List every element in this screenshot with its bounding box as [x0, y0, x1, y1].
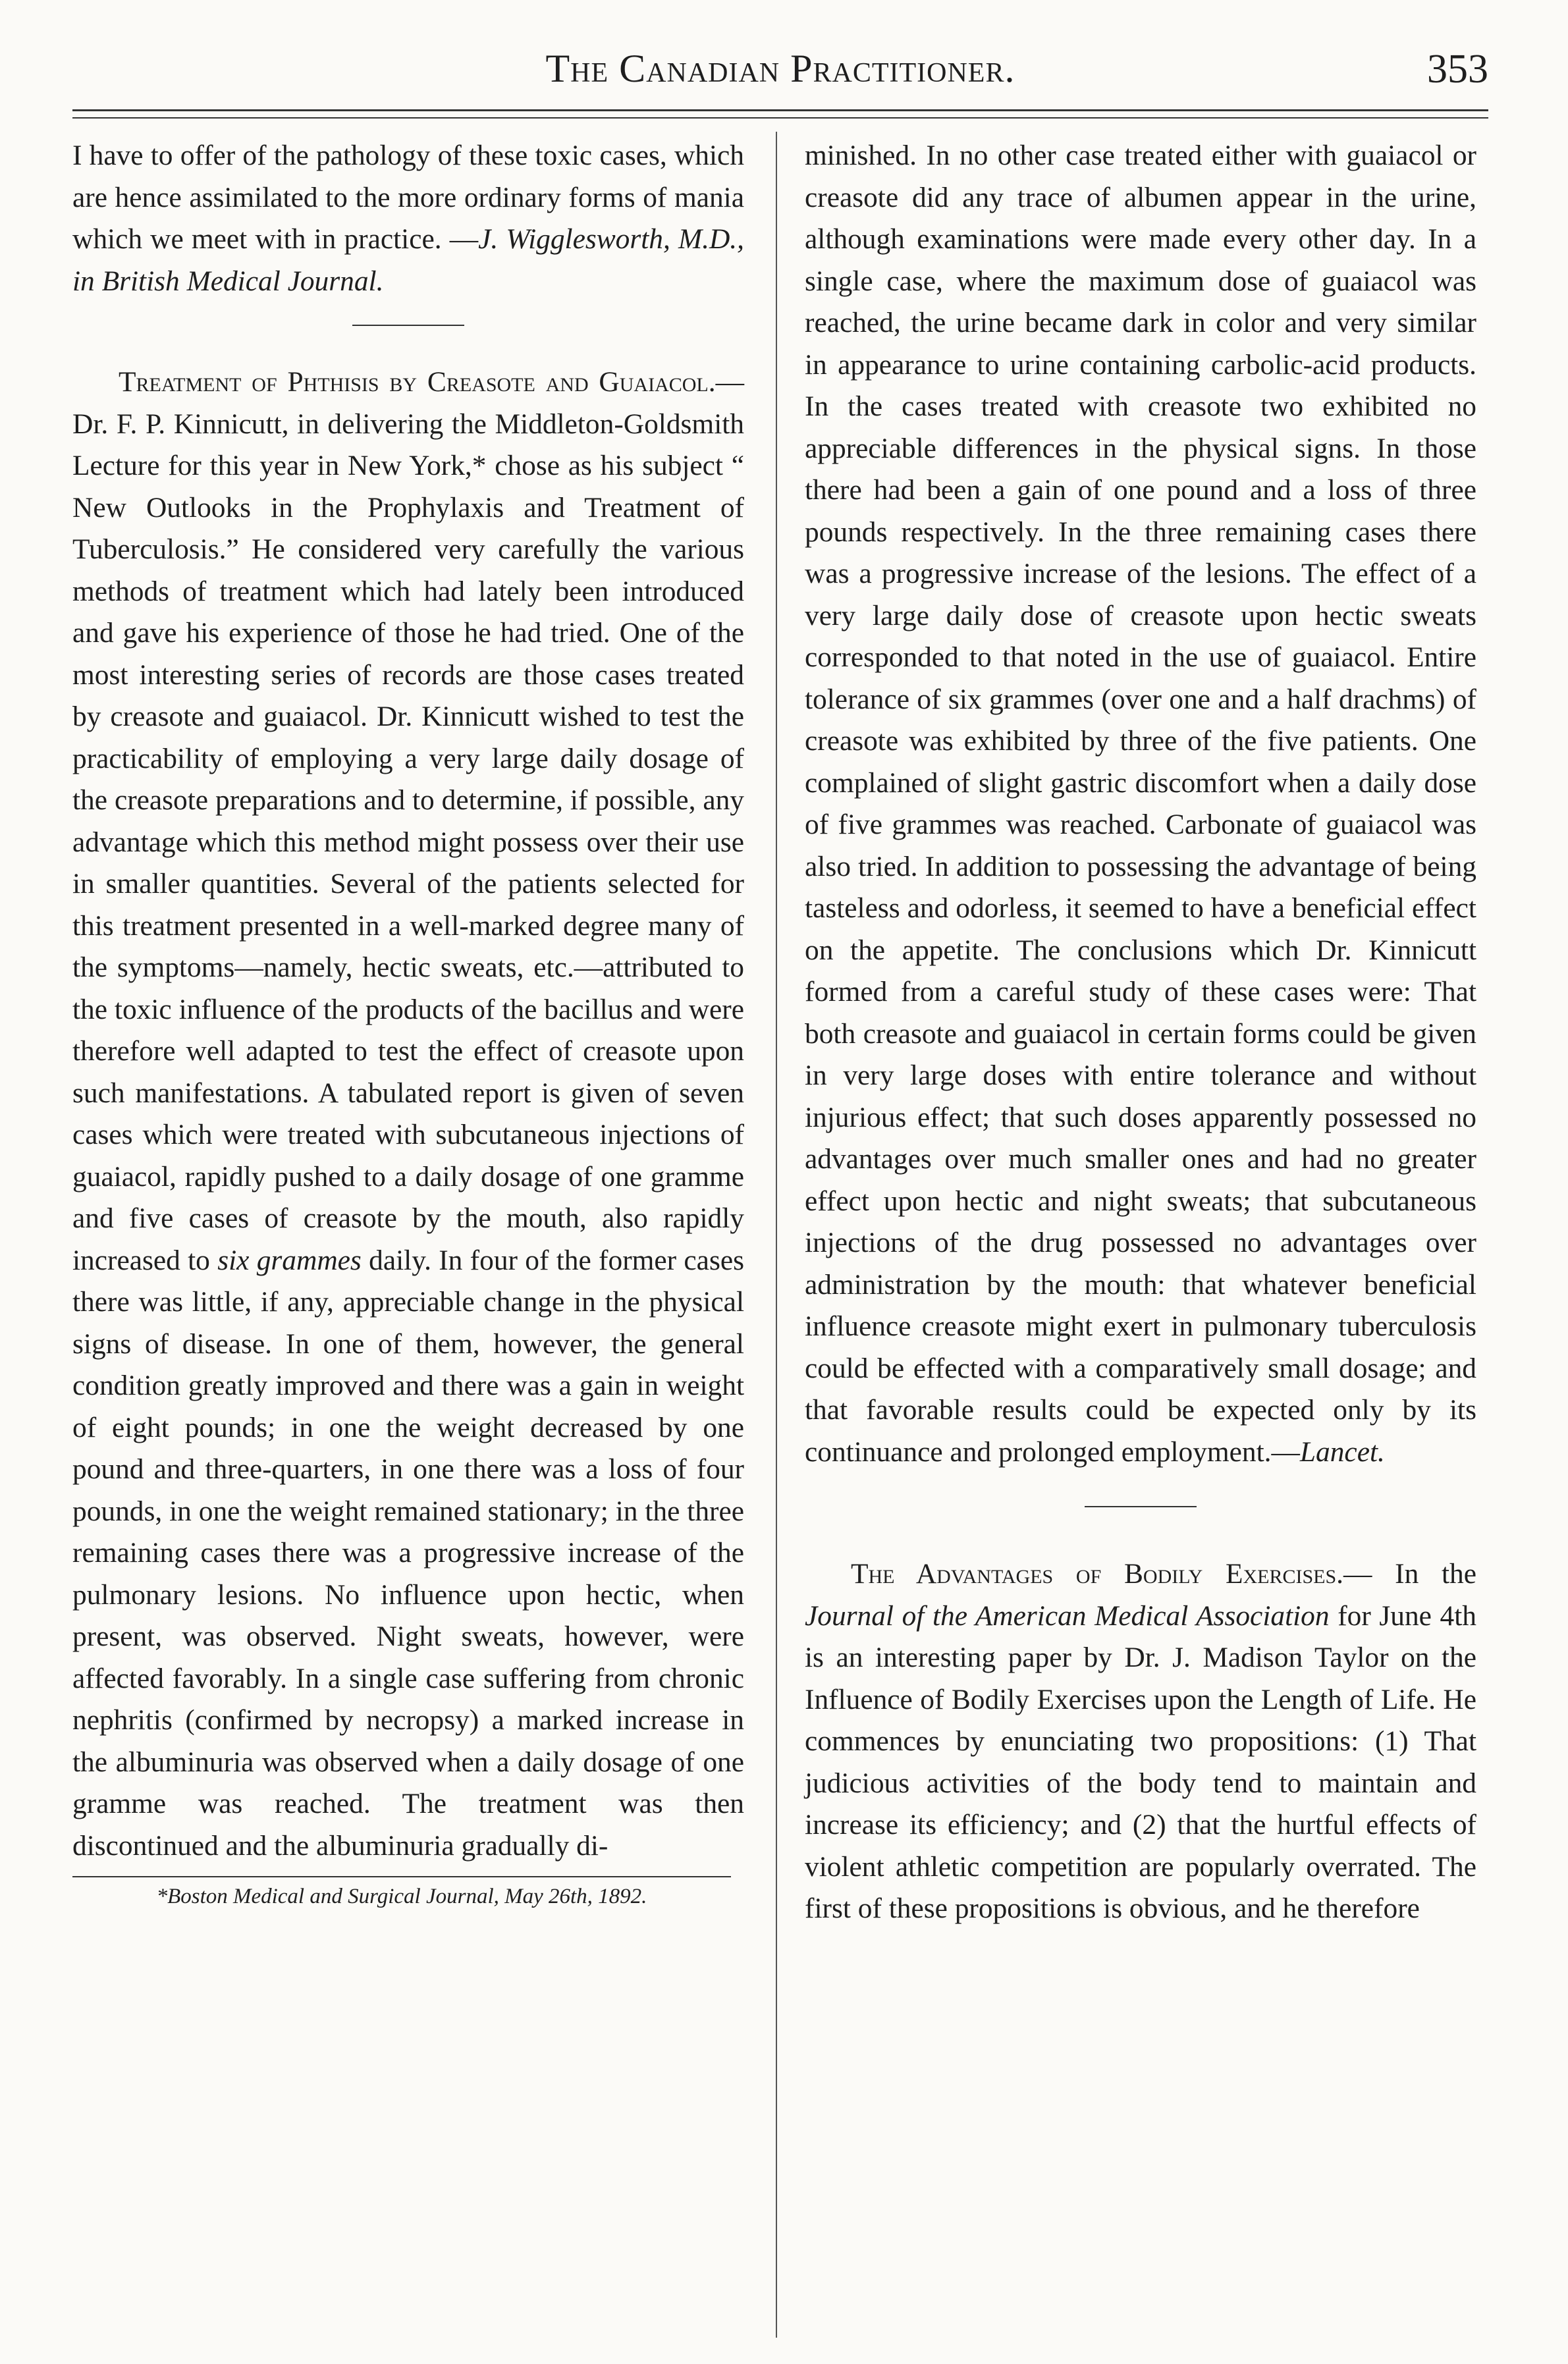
article-exercise-paragraph — [805, 1553, 1476, 1930]
article-creasote-continued-text: minished. In no other case treated either with guaiacol or creasote did any trace of albumen appear in the urine, although examinations were made every other day. In a single case, where the maximum dose of guaiacol was reached, the urine became dark in color and very similar in appearance to urine containing carbolic-acid products. In the cases treated with creasote two exhibited no appreciable differences in the physical signs. In those there had been a gain of one pound and a loss of three pounds respectively. In the three remaining cases there was a progressive increase of the lesions. The effect of a very large daily dose of creasote upon hectic sweats corresponded to that noted in the use of guaiacol. Entire tolerance of six grammes (over one and a half drachms) of creasote was exhibited by three of the five patients. One complained of slight gastric discomfort when a daily dose of five grammes was reached. Carbonate of guaiacol was also tried. In addition to possessing the advantage of being tasteless and odorless, it seemed to have a beneficial effect on the appetite. The conclusions which Dr. Kinnicutt formed from a careful study of these cases were: That both creasote and guaiacol in certain forms could be given in very large doses with entire tolerance and without injurious effect; that such doses apparently possessed no advantages over much smaller ones and had no greater effect upon hectic and night sweats; that subcutaneous injections of the drug possessed no advantages over administration by the mouth: that whatever beneficial influence creasote might exert in pulmonary tuberculosis could be effected with a comparatively small dosage; and that favorable results could be expected only by its continuance and prolonged employment.— — [805, 140, 1476, 1468]
article-creasote-paragraph — [72, 362, 744, 1867]
column-divider — [776, 132, 777, 2338]
article-exercise-journal: Journal of the American Medical Association — [805, 1599, 1330, 1632]
article-creasote-body-b: daily. In four of the former cases there was little, if any, appreciable change in the physical signs of disease. In one of them, however, the general condition greatly improved and there was a gain in weight of eight pounds; in one the weight decreased by one pound and three-quarters, in one there was a loss of four pounds, in one the weight remained stationary; in the three remaining cases there was a progressive increase of the pulmonary lesions. No influence upon hectic, when present, was observed. Night sweats, however, were affected favorably. In a single case suffering from chronic nephritis (confirmed by necropsy) a marked increase in the albuminuria was observed when a daily dosage of one gramme was reached. The treatment was then discontinued and the albuminuria gradually di- — [72, 1244, 744, 1862]
article-creasote-citation: Lancet. — [1299, 1436, 1385, 1468]
page-header — [72, 40, 1488, 105]
header-rule-bottom — [72, 117, 1488, 119]
running-title: The Canadian Practitioner. — [545, 47, 1015, 90]
article-exercise-body-b: for June 4th is an interesting paper by Dr. J. Madison Taylor on the Influence of Bodily Exercises upon the Length of Life. He commences by enunciating two propositions: (1) That judicious activities of the body tend to maintain and increase its efficiency; and (2) that the hurtful effects of violent athletic competition are popularly overrated. The first of these propositions is obvious, and he therefore — [805, 1599, 1477, 1924]
header-rule-top — [72, 109, 1488, 111]
left-column — [72, 135, 744, 1912]
section-separator — [1085, 1506, 1197, 1507]
article-creasote-heading: Treatment of Phthisis by Creasote and Guaiacol. — [119, 366, 716, 398]
article-creasote-continued — [805, 135, 1476, 1473]
intro-citation: J. Wigglesworth, M.D., in British Medical Journal. — [72, 223, 744, 297]
intro-text: I have to offer of the pathology of these toxic cases, which are hence assimilated to the more ordinary forms of mania which we meet with in practice. — — [72, 140, 744, 255]
intro-paragraph — [72, 135, 744, 302]
right-column — [805, 135, 1476, 1930]
article-creasote-emphasis: six grammes — [217, 1244, 362, 1276]
page-number: 353 — [1427, 47, 1488, 92]
article-exercise-body-a: — In the — [1343, 1558, 1476, 1590]
section-separator — [352, 325, 464, 326]
article-creasote-body-a: —Dr. F. P. Kinnicutt, in delivering the Middleton-Goldsmith Lecture for this year in New York,* chose as his subject “ New Outlooks in the Prophylaxis and Treatment of Tuberculosis.” He considered very carefully the various methods of treatment which had lately been introduced and gave his experience of those he had tried. One of the most interesting series of records are those cases treated by creasote and guaiacol. Dr. Kinnicutt wished to test the practicability of employing a very large daily dosage of the creasote preparations and to determine, if possible, any advantage which this method might possess over their use in smaller quantities. Several of the patients selected for this treatment presented in a well-marked degree many of the symptoms—namely, hectic sweats, etc.—attributed to the toxic influence of the products of the bacillus and were therefore well adapted to test the effect of creasote upon such manifestations. A tabulated report is given of seven cases which were treated with subcutaneous injections of guaiacol, rapidly pushed to a daily dosage of one gramme and five cases of creasote by the mouth, also rapidly increased to — [72, 366, 744, 1276]
footnote: *Boston Medical and Surgical Journal, May 26th, 1892. — [72, 1876, 731, 1912]
article-exercise-heading: The Advantages of Bodily Exercises. — [851, 1558, 1344, 1590]
